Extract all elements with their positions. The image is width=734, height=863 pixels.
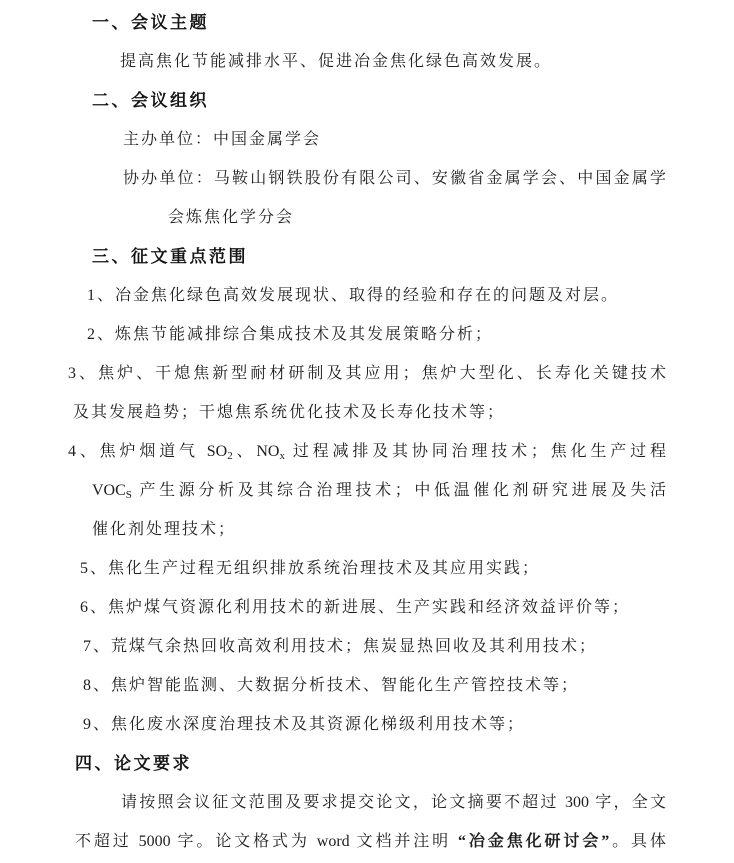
section-1-heading: 一、会议主题	[92, 13, 209, 32]
topic-item-9: 9、焦化废水深度治理技术及其资源化梯级利用技术等；	[83, 716, 526, 733]
topic-item-3-line-1: 3、焦炉、干熄焦新型耐材研制及其应用；焦炉大型化、长寿化关键技术	[68, 365, 666, 382]
section-4-heading: 四、论文要求	[75, 754, 192, 773]
topic-item-2: 2、炼焦节能减排综合集成技术及其发展策略分析；	[87, 326, 494, 343]
topic-item-4-line-2: $VOC_S$ 产生源分析及其综合治理技术；中低温催化剂研究进展及失活	[92, 482, 666, 501]
topic-item-7: 7、荒煤气余热回收高效利用技术；焦炭显热回收及其利用技术；	[83, 638, 598, 655]
paper-requirements-line-1: 请按照会议征文范围及要求提交论文，论文摘要不超过 300 字，全文	[121, 794, 666, 811]
paper-requirements-line-2: 不超过 5000 字。论文格式为 word 文档并注明 “冶金焦化研讨会”。具体	[75, 833, 666, 850]
so2-subscript: 2	[227, 450, 233, 462]
conference-theme-text: 提高焦化节能减排水平、促进冶金焦化绿色高效发展。	[120, 53, 553, 70]
topic-item-6: 6、焦炉煤气资源化利用技术的新进展、生产实践和经济效益评价等；	[80, 599, 631, 616]
topic-item-5: 5、焦化生产过程无组织排放系统治理技术及其应用实践；	[80, 560, 541, 577]
topic-item-4-line-1: 4、焦炉烟道气 $SO_2$、$NO_x$ 过程减排及其协同治理技术；焦化生产过程	[68, 443, 666, 462]
co-organizer-line-1: 协办单位：马鞍山钢铁股份有限公司、安徽省金属学会、中国金属学	[123, 170, 666, 187]
topic-item-8: 8、焦炉智能监测、大数据分析技术、智能化生产管控技术等；	[83, 677, 580, 694]
nox-subscript: x	[279, 450, 285, 462]
section-2-heading: 二、会议组织	[92, 91, 209, 110]
section-3-heading: 三、征文重点范围	[92, 247, 248, 266]
topic-item-1: 1、冶金焦化绿色高效发展现状、取得的经验和存在的问题及对层。	[87, 287, 620, 304]
topic-item-3-line-2: 及其发展趋势；干熄焦系统优化技术及长寿化技术等；	[73, 404, 506, 421]
host-organizer-line: 主办单位：中国金属学会	[123, 131, 322, 148]
topic-item-4-text: 4、焦炉烟道气 SO	[68, 443, 228, 460]
vocs-subscript: S	[125, 489, 132, 501]
co-organizer-line-2: 会炼焦化学分会	[168, 209, 295, 226]
conference-name-bold: “冶金焦化研讨会”	[458, 833, 610, 850]
topic-item-4-line-3: 催化剂处理技术；	[92, 521, 237, 538]
